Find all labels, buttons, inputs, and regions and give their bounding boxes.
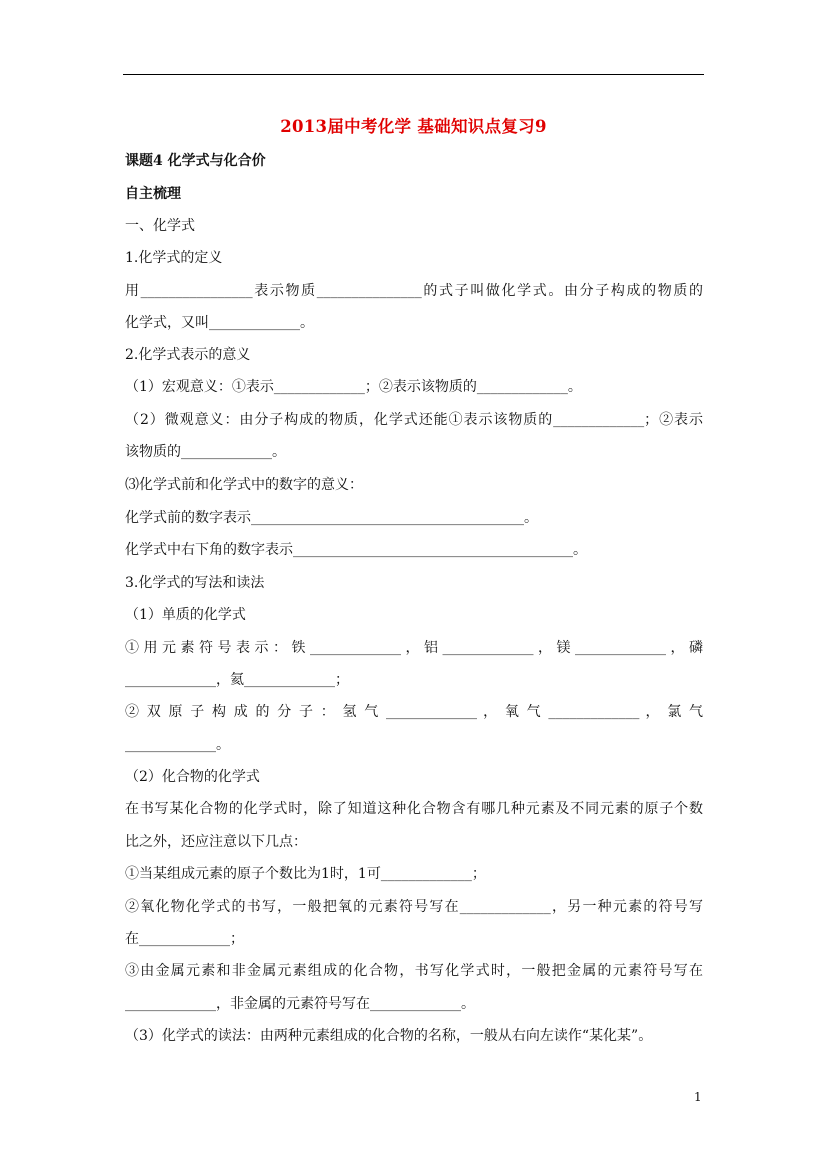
page-number: 1: [694, 1090, 702, 1104]
paragraph-line: （3）化学式的读法：由两种元素组成的化合物的名称，一般从右向左读作“某化某”。: [125, 1028, 653, 1044]
paragraph-line: _____________，氦_____________；: [125, 672, 349, 688]
paragraph-line: _____________，非金属的元素符号写在_____________。: [125, 996, 475, 1012]
paragraph-line: （2）微观意义：由分子构成的物质，化学式还能①表示该物质的_____________；②表示: [125, 412, 703, 428]
paragraph-line: _____________。: [125, 737, 230, 753]
paragraph-line: ② 双 原 子 构 成 的 分 子 ： 氢 气 _____________ ， 氧 气 _____________ ， 氯 气: [125, 704, 703, 720]
paragraph-line: 1.化学式的定义: [125, 250, 223, 266]
paragraph-line: （2）化合物的化学式: [125, 769, 260, 785]
paragraph-line: 比之外，还应注意以下几点：: [125, 834, 307, 850]
paragraph-line: ⑶化学式前和化学式中的数字的意义：: [125, 477, 363, 493]
paragraph-line: ①当某组成元素的原子个数比为1时，1可_____________；: [125, 866, 486, 882]
paragraph-line: 该物质的_____________。: [125, 444, 286, 460]
header-rule: [123, 74, 704, 75]
paragraph-line: 2.化学式表示的意义: [125, 347, 251, 363]
paragraph-line: 3.化学式的写法和读法: [125, 575, 265, 591]
lesson-heading: 课题4 化学式与化合价: [125, 153, 266, 169]
paragraph-line: ①用元素符号表示：铁_____________，铝_____________，镁_____________，磷: [125, 640, 703, 656]
section-heading: 自主梳理: [125, 186, 181, 202]
paragraph-line: ③由金属元素和非金属元素组成的化合物，书写化学式时，一般把金属的元素符号写在: [125, 963, 703, 979]
paragraph-line: 化学式中右下角的数字表示________________________________________。: [125, 542, 587, 558]
document-title: 2013届中考化学 基础知识点复习9: [280, 117, 547, 136]
paragraph-line: 在_____________；: [125, 931, 244, 947]
paragraph-line: 化学式，又叫_____________。: [125, 315, 314, 331]
subheading: 一、化学式: [125, 218, 195, 234]
paragraph-line: 化学式前的数字表示_______________________________________。: [125, 510, 538, 526]
paragraph-line: 用________________表示物质_______________的式子叫做化学式。由分子构成的物质的: [125, 283, 703, 299]
paragraph-line: （1）单质的化学式: [125, 607, 246, 623]
paragraph-line: 在书写某化合物的化学式时，除了知道这种化合物含有哪几种元素及不同元素的原子个数: [125, 801, 703, 817]
paragraph-line: ②氧化物化学式的书写，一般把氧的元素符号写在_____________，另一种元素的符号写: [125, 899, 703, 915]
paragraph-line: （1）宏观意义：①表示_____________；②表示该物质的_____________。: [125, 379, 582, 395]
